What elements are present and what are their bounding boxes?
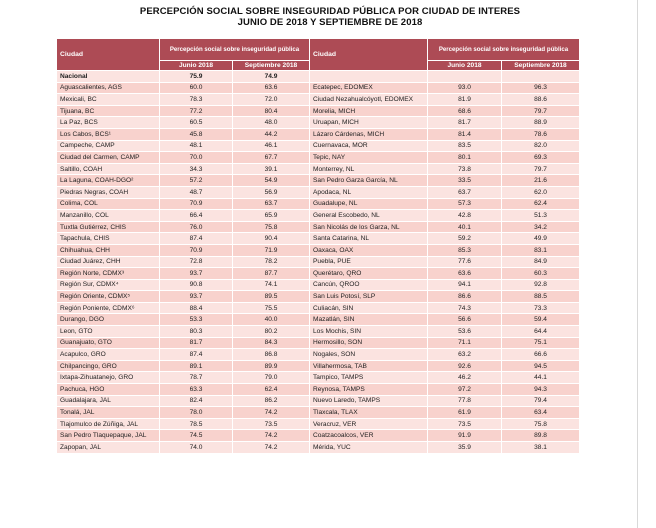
left-city-cell: Ciudad Juárez, CHH — [57, 256, 160, 268]
left-junio-cell: 78.0 — [160, 407, 233, 419]
right-junio-cell: 40.1 — [428, 221, 502, 233]
left-junio-cell: 57.2 — [160, 175, 233, 187]
table-row — [57, 140, 580, 152]
left-city-cell: Chilpancingo, GRO — [57, 360, 160, 372]
right-junio-cell: 80.1 — [428, 152, 502, 164]
junio-header-right: Junio 2018 — [428, 61, 502, 71]
table-row — [57, 291, 580, 303]
table-row — [57, 268, 580, 280]
right-city-cell: Los Mochis, SIN — [310, 326, 428, 338]
right-septiembre-cell: 49.9 — [502, 233, 580, 245]
right-junio-cell: 35.9 — [428, 442, 502, 454]
right-city-cell: Veracruz, VER — [310, 418, 428, 430]
right-junio-cell: 71.1 — [428, 337, 502, 349]
right-city-cell: Puebla, PUE — [310, 256, 428, 268]
right-city-cell: Morelia, MICH — [310, 105, 428, 117]
right-junio-cell: 63.6 — [428, 268, 502, 280]
right-septiembre-cell: 75.1 — [502, 337, 580, 349]
left-city-cell: Guadalajara, JAL — [57, 395, 160, 407]
right-city-cell: Tampico, TAMPS — [310, 372, 428, 384]
left-city-cell: Región Norte, CDMX³ — [57, 268, 160, 280]
left-junio-cell: 89.1 — [160, 360, 233, 372]
right-septiembre-cell: 82.0 — [502, 140, 580, 152]
table-row — [57, 326, 580, 338]
table-row — [57, 337, 580, 349]
table-row — [57, 210, 580, 222]
table-row — [57, 442, 580, 454]
right-city-cell: Ecatepec, EDOMEX — [310, 82, 428, 94]
left-city-cell: Acapulco, GRO — [57, 349, 160, 361]
right-city-cell: Tepic, NAY — [310, 152, 428, 164]
left-junio-cell: 88.4 — [160, 302, 233, 314]
right-septiembre-cell: 79.7 — [502, 163, 580, 175]
right-septiembre-cell: 51.3 — [502, 210, 580, 222]
right-junio-cell: 59.2 — [428, 233, 502, 245]
left-septiembre-cell: 46.1 — [233, 140, 310, 152]
left-junio-cell: 75.9 — [160, 71, 233, 83]
left-city-cell: Mexicali, BC — [57, 94, 160, 106]
right-septiembre-cell: 88.9 — [502, 117, 580, 129]
table-row — [57, 349, 580, 361]
right-junio-cell — [428, 71, 502, 83]
left-septiembre-cell: 80.4 — [233, 105, 310, 117]
right-junio-cell: 61.9 — [428, 407, 502, 419]
right-city-cell: Guadalupe, NL — [310, 198, 428, 210]
table-row — [57, 82, 580, 94]
table-row — [57, 360, 580, 372]
table-row — [57, 372, 580, 384]
left-junio-cell: 53.3 — [160, 314, 233, 326]
right-junio-cell: 81.7 — [428, 117, 502, 129]
left-city-cell: Zapopan, JAL — [57, 442, 160, 454]
table-row — [57, 407, 580, 419]
table-row — [57, 233, 580, 245]
right-septiembre-cell: 59.4 — [502, 314, 580, 326]
right-city-cell: Coatzacoalcos, VER — [310, 430, 428, 442]
left-city-cell: Guanajuato, GTO — [57, 337, 160, 349]
table-row — [57, 384, 580, 396]
left-junio-cell: 70.0 — [160, 152, 233, 164]
left-junio-cell: 74.5 — [160, 430, 233, 442]
group-header-left: Percepción social sobre inseguridad pública — [160, 39, 310, 61]
right-septiembre-cell: 63.4 — [502, 407, 580, 419]
left-septiembre-cell: 74.2 — [233, 442, 310, 454]
left-city-cell: Aguascalientes, AGS — [57, 82, 160, 94]
left-city-cell: Colima, COL — [57, 198, 160, 210]
right-city-cell: General Escobedo, NL — [310, 210, 428, 222]
right-septiembre-cell: 88.5 — [502, 291, 580, 303]
left-septiembre-cell: 39.1 — [233, 163, 310, 175]
right-junio-cell: 77.8 — [428, 395, 502, 407]
left-septiembre-cell: 63.6 — [233, 82, 310, 94]
right-septiembre-cell: 34.2 — [502, 221, 580, 233]
left-city-cell: Ixtapa-Zihuatanejo, GRO — [57, 372, 160, 384]
table-row — [57, 395, 580, 407]
left-junio-cell: 93.7 — [160, 268, 233, 280]
right-junio-cell: 93.0 — [428, 82, 502, 94]
right-septiembre-cell: 84.9 — [502, 256, 580, 268]
left-city-cell: Tuxtla Gutiérrez, CHIS — [57, 221, 160, 233]
table-row — [57, 163, 580, 175]
left-junio-cell: 90.8 — [160, 279, 233, 291]
left-septiembre-cell: 44.2 — [233, 128, 310, 140]
left-city-cell: Manzanillo, COL — [57, 210, 160, 222]
left-septiembre-cell: 54.9 — [233, 175, 310, 187]
left-junio-cell: 74.0 — [160, 442, 233, 454]
left-city-cell: Durango, DGO — [57, 314, 160, 326]
right-junio-cell: 73.5 — [428, 418, 502, 430]
left-septiembre-cell: 78.2 — [233, 256, 310, 268]
left-septiembre-cell: 73.5 — [233, 418, 310, 430]
right-junio-cell: 81.4 — [428, 128, 502, 140]
left-septiembre-cell: 65.9 — [233, 210, 310, 222]
left-septiembre-cell: 63.7 — [233, 198, 310, 210]
group-header-right: Percepción social sobre inseguridad pública — [428, 39, 580, 61]
right-junio-cell: 92.6 — [428, 360, 502, 372]
right-city-cell: San Nicolás de los Garza, NL — [310, 221, 428, 233]
right-city-cell: Mérida, YUC — [310, 442, 428, 454]
table-row — [57, 186, 580, 198]
right-septiembre-cell: 73.3 — [502, 302, 580, 314]
left-city-cell: Leon, GTO — [57, 326, 160, 338]
table-row — [57, 256, 580, 268]
right-junio-cell: 42.8 — [428, 210, 502, 222]
right-city-cell: San Pedro Garza García, NL — [310, 175, 428, 187]
right-septiembre-cell: 78.6 — [502, 128, 580, 140]
left-city-cell: Saltillo, COAH — [57, 163, 160, 175]
right-junio-cell: 56.6 — [428, 314, 502, 326]
left-city-cell: Región Oriente, CDMX⁵ — [57, 291, 160, 303]
left-junio-cell: 76.0 — [160, 221, 233, 233]
left-septiembre-cell: 48.0 — [233, 117, 310, 129]
right-junio-cell: 68.6 — [428, 105, 502, 117]
left-junio-cell: 48.1 — [160, 140, 233, 152]
left-septiembre-cell: 72.0 — [233, 94, 310, 106]
right-junio-cell: 85.3 — [428, 244, 502, 256]
table-row — [57, 175, 580, 187]
left-septiembre-cell: 74.1 — [233, 279, 310, 291]
table-row — [57, 221, 580, 233]
right-junio-cell: 63.2 — [428, 349, 502, 361]
left-junio-cell: 78.3 — [160, 94, 233, 106]
title-line-1: PERCEPCIÓN SOCIAL SOBRE INSEGURIDAD PÚBLICA POR CIUDAD DE INTERES — [139, 6, 521, 17]
right-city-cell: Culiacán, SIN — [310, 302, 428, 314]
left-junio-cell: 93.7 — [160, 291, 233, 303]
left-city-cell: San Pedro Tlaquepaque, JAL — [57, 430, 160, 442]
right-city-cell: Tlaxcala, TLAX — [310, 407, 428, 419]
right-septiembre-cell: 62.4 — [502, 198, 580, 210]
right-septiembre-cell: 79.7 — [502, 105, 580, 117]
right-septiembre-cell: 38.1 — [502, 442, 580, 454]
document-title — [56, 6, 604, 28]
left-septiembre-cell: 74.9 — [233, 71, 310, 83]
left-city-cell: La Laguna, COAH-DGO² — [57, 175, 160, 187]
right-septiembre-cell: 21.6 — [502, 175, 580, 187]
left-junio-cell: 87.4 — [160, 233, 233, 245]
left-junio-cell: 81.7 — [160, 337, 233, 349]
left-septiembre-cell: 40.0 — [233, 314, 310, 326]
left-junio-cell: 63.3 — [160, 384, 233, 396]
table-row — [57, 128, 580, 140]
left-junio-cell: 34.3 — [160, 163, 233, 175]
left-junio-cell: 66.4 — [160, 210, 233, 222]
left-city-cell: Tonalá, JAL — [57, 407, 160, 419]
national-row — [57, 71, 580, 83]
right-city-cell: Mazatlán, SIN — [310, 314, 428, 326]
left-septiembre-cell: 87.7 — [233, 268, 310, 280]
table-row — [57, 314, 580, 326]
right-junio-cell: 73.8 — [428, 163, 502, 175]
left-septiembre-cell: 89.5 — [233, 291, 310, 303]
septiembre-header-left: Septiembre 2018 — [233, 61, 310, 71]
left-septiembre-cell: 62.4 — [233, 384, 310, 396]
left-septiembre-cell: 71.9 — [233, 244, 310, 256]
left-city-cell: Ciudad del Carmen, CAMP — [57, 152, 160, 164]
left-city-cell: Nacional — [57, 71, 160, 83]
left-septiembre-cell: 90.4 — [233, 233, 310, 245]
right-junio-cell: 46.2 — [428, 372, 502, 384]
left-septiembre-cell: 84.3 — [233, 337, 310, 349]
right-septiembre-cell: 60.3 — [502, 268, 580, 280]
right-junio-cell: 81.9 — [428, 94, 502, 106]
left-city-cell: Campeche, CAMP — [57, 140, 160, 152]
right-septiembre-cell: 69.3 — [502, 152, 580, 164]
left-junio-cell: 77.2 — [160, 105, 233, 117]
table-body — [57, 71, 580, 454]
right-junio-cell: 91.9 — [428, 430, 502, 442]
city-header-left: Ciudad — [57, 39, 160, 71]
table-row — [57, 152, 580, 164]
table-row — [57, 418, 580, 430]
right-septiembre-cell: 79.4 — [502, 395, 580, 407]
left-junio-cell: 48.7 — [160, 186, 233, 198]
right-city-cell: Monterrey, NL — [310, 163, 428, 175]
right-junio-cell: 83.5 — [428, 140, 502, 152]
left-junio-cell: 80.3 — [160, 326, 233, 338]
left-junio-cell: 72.8 — [160, 256, 233, 268]
right-septiembre-cell: 92.8 — [502, 279, 580, 291]
table-row — [57, 198, 580, 210]
table-row — [57, 117, 580, 129]
left-septiembre-cell: 89.9 — [233, 360, 310, 372]
left-junio-cell: 70.9 — [160, 244, 233, 256]
table-row — [57, 279, 580, 291]
left-junio-cell: 60.0 — [160, 82, 233, 94]
right-septiembre-cell: 83.1 — [502, 244, 580, 256]
right-septiembre-cell: 94.5 — [502, 360, 580, 372]
right-city-cell: Hermosillo, SON — [310, 337, 428, 349]
left-city-cell: Tijuana, BC — [57, 105, 160, 117]
right-city-cell: Apodaca, NL — [310, 186, 428, 198]
right-septiembre-cell: 62.0 — [502, 186, 580, 198]
right-junio-cell: 97.2 — [428, 384, 502, 396]
left-city-cell: Pachuca, HGO — [57, 384, 160, 396]
right-septiembre-cell — [502, 71, 580, 83]
title-line-2: JUNIO DE 2018 Y SEPTIEMBRE DE 2018 — [237, 17, 423, 28]
right-junio-cell: 77.6 — [428, 256, 502, 268]
right-city-cell: Reynosa, TAMPS — [310, 384, 428, 396]
right-septiembre-cell: 96.3 — [502, 82, 580, 94]
right-septiembre-cell: 88.6 — [502, 94, 580, 106]
left-city-cell: La Paz, BCS — [57, 117, 160, 129]
septiembre-header-right: Septiembre 2018 — [502, 61, 580, 71]
right-junio-cell: 86.6 — [428, 291, 502, 303]
right-junio-cell: 74.3 — [428, 302, 502, 314]
right-septiembre-cell: 75.8 — [502, 418, 580, 430]
right-city-cell: Nogales, SON — [310, 349, 428, 361]
right-city-cell: Ciudad Nezahualcóyotl, EDOMEX — [310, 94, 428, 106]
right-city-cell: Querétaro, QRO — [310, 268, 428, 280]
right-septiembre-cell: 64.4 — [502, 326, 580, 338]
right-septiembre-cell: 44.1 — [502, 372, 580, 384]
left-junio-cell: 78.5 — [160, 418, 233, 430]
left-city-cell: Tlajomulco de Zúñiga, JAL — [57, 418, 160, 430]
right-city-cell: San Luis Potosí, SLP — [310, 291, 428, 303]
left-septiembre-cell: 86.2 — [233, 395, 310, 407]
left-junio-cell: 45.8 — [160, 128, 233, 140]
perception-table — [56, 38, 580, 454]
left-junio-cell: 82.4 — [160, 395, 233, 407]
city-header-right: Ciudad — [310, 39, 428, 71]
right-city-cell: Cuernavaca, MOR — [310, 140, 428, 152]
left-city-cell: Piedras Negras, COAH — [57, 186, 160, 198]
left-city-cell: Región Poniente, CDMX⁶ — [57, 302, 160, 314]
left-junio-cell: 60.5 — [160, 117, 233, 129]
right-city-cell: Nuevo Laredo, TAMPS — [310, 395, 428, 407]
table-row — [57, 94, 580, 106]
left-city-cell: Los Cabos, BCS¹ — [57, 128, 160, 140]
right-junio-cell: 63.7 — [428, 186, 502, 198]
right-city-cell: Lázaro Cárdenas, MICH — [310, 128, 428, 140]
table-row — [57, 105, 580, 117]
left-septiembre-cell: 74.2 — [233, 407, 310, 419]
page-edge-rule — [637, 0, 638, 528]
right-junio-cell: 53.6 — [428, 326, 502, 338]
left-septiembre-cell: 86.8 — [233, 349, 310, 361]
table-row — [57, 302, 580, 314]
right-junio-cell: 33.5 — [428, 175, 502, 187]
left-junio-cell: 78.7 — [160, 372, 233, 384]
left-city-cell: Tapachula, CHIS — [57, 233, 160, 245]
right-city-cell — [310, 71, 428, 83]
left-junio-cell: 87.4 — [160, 349, 233, 361]
right-city-cell: Cancún, QROO — [310, 279, 428, 291]
right-junio-cell: 57.3 — [428, 198, 502, 210]
right-city-cell: Santa Catarina, NL — [310, 233, 428, 245]
left-septiembre-cell: 56.9 — [233, 186, 310, 198]
left-septiembre-cell: 75.8 — [233, 221, 310, 233]
right-septiembre-cell: 89.8 — [502, 430, 580, 442]
left-junio-cell: 70.9 — [160, 198, 233, 210]
right-septiembre-cell: 66.6 — [502, 349, 580, 361]
left-city-cell: Región Sur, CDMX⁴ — [57, 279, 160, 291]
left-septiembre-cell: 75.5 — [233, 302, 310, 314]
left-septiembre-cell: 67.7 — [233, 152, 310, 164]
table-row — [57, 430, 580, 442]
right-junio-cell: 94.1 — [428, 279, 502, 291]
right-city-cell: Uruapan, MICH — [310, 117, 428, 129]
left-city-cell: Chihuahua, CHH — [57, 244, 160, 256]
right-city-cell: Oaxaca, OAX — [310, 244, 428, 256]
right-septiembre-cell: 94.3 — [502, 384, 580, 396]
left-septiembre-cell: 74.2 — [233, 430, 310, 442]
junio-header-left: Junio 2018 — [160, 61, 233, 71]
left-septiembre-cell: 80.2 — [233, 326, 310, 338]
right-city-cell: Villahermosa, TAB — [310, 360, 428, 372]
table-row — [57, 244, 580, 256]
left-septiembre-cell: 79.0 — [233, 372, 310, 384]
